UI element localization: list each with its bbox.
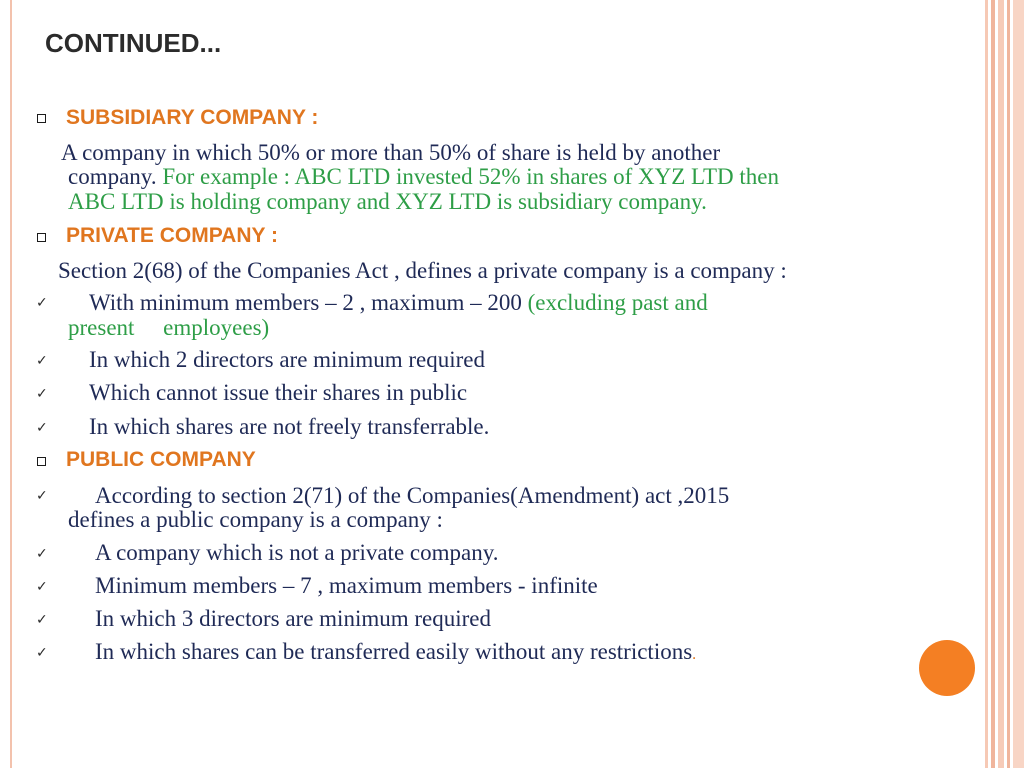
square-bullet-icon bbox=[37, 114, 46, 123]
square-bullet-icon bbox=[37, 233, 46, 242]
square-bullet-icon bbox=[37, 457, 46, 466]
public-item-members: Minimum members – 7 , maximum members - infinite bbox=[95, 573, 598, 598]
private-item-members-cont: present employees) bbox=[68, 315, 270, 340]
subsidiary-definition-line1: A company in which 50% or more than 50% of share is held by another bbox=[61, 140, 721, 165]
checkmark-icon: ✓ bbox=[36, 295, 48, 311]
right-border-stripe bbox=[1013, 0, 1024, 768]
right-border-stripe bbox=[1007, 0, 1010, 768]
private-item-shares-public: Which cannot issue their shares in public bbox=[89, 380, 468, 405]
subsidiary-heading: SUBSIDIARY COMPANY : bbox=[66, 106, 319, 129]
public-item-transfer-text: In which shares can be transferred easily without any restrictions bbox=[95, 639, 693, 664]
checkmark-icon: ✓ bbox=[36, 612, 48, 628]
checkmark-icon: ✓ bbox=[36, 546, 48, 562]
private-item-directors: In which 2 directors are minimum required bbox=[89, 347, 485, 372]
private-item-members-note: (excluding past and bbox=[527, 290, 708, 315]
private-item-members-text: With minimum members – 2 , maximum – 200 bbox=[89, 290, 528, 315]
private-item-transfer: In which shares are not freely transferrable. bbox=[89, 414, 490, 439]
subsidiary-definition-text: company. bbox=[68, 164, 163, 189]
public-item-definition-cont: defines a public company is a company : bbox=[68, 507, 443, 532]
right-border-stripe bbox=[985, 0, 988, 768]
checkmark-icon: ✓ bbox=[36, 386, 48, 402]
checkmark-icon: ✓ bbox=[36, 488, 48, 504]
public-item-transfer bbox=[95, 639, 696, 665]
checkmark-icon: ✓ bbox=[36, 579, 48, 595]
checkmark-icon: ✓ bbox=[36, 645, 48, 661]
checkmark-icon: ✓ bbox=[36, 353, 48, 369]
public-item-directors: In which 3 directors are minimum required bbox=[95, 606, 491, 631]
decorative-orange-circle bbox=[919, 640, 975, 696]
public-item-transfer-period: . bbox=[692, 646, 697, 663]
public-heading: PUBLIC COMPANY bbox=[66, 448, 256, 471]
left-border-line bbox=[10, 0, 12, 768]
subsidiary-example: For example : ABC LTD invested 52% in shares of XYZ LTD then bbox=[162, 164, 779, 189]
right-border-stripe bbox=[998, 0, 1004, 768]
checkmark-icon: ✓ bbox=[36, 420, 48, 436]
private-item-members bbox=[89, 290, 708, 316]
private-heading: PRIVATE COMPANY : bbox=[66, 224, 278, 247]
subsidiary-example-line3: ABC LTD is holding company and XYZ LTD is subsidiary company. bbox=[68, 189, 707, 214]
private-intro: Section 2(68) of the Companies Act , defines a private company is a company : bbox=[58, 258, 787, 283]
right-border-stripe bbox=[991, 0, 995, 768]
public-item-definition: According to section 2(71) of the Companies(Amendment) act ,2015 bbox=[95, 483, 730, 508]
subsidiary-definition-line2 bbox=[68, 164, 779, 190]
public-item-not-private: A company which is not a private company. bbox=[95, 540, 499, 565]
slide-title: CONTINUED... bbox=[45, 28, 222, 58]
